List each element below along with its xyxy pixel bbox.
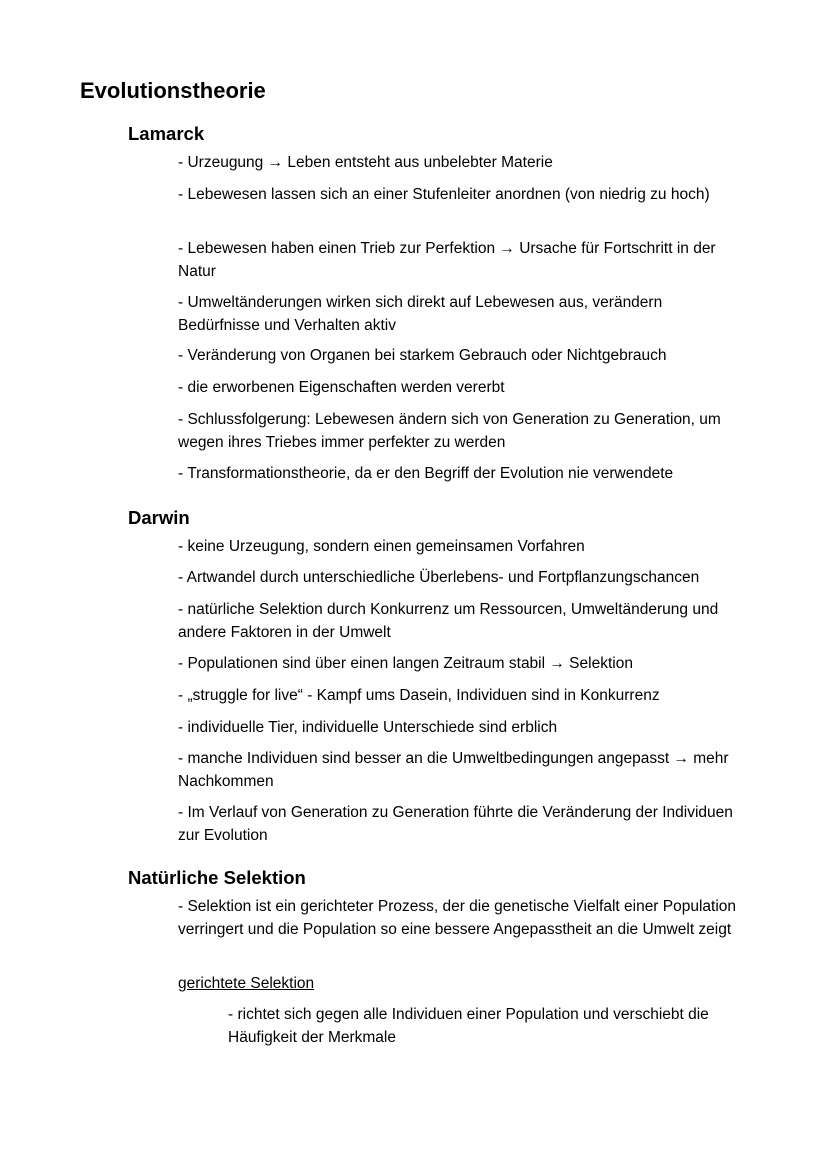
page-title: Evolutionstheorie [80, 78, 266, 103]
list-item: - Artwandel durch unterschiedliche Überlebens- und Fortpflanzungschancen [178, 569, 700, 586]
list-item: - richtet sich gegen alle Individuen einer Population und verschiebt die Häufigkeit der Merkmale [228, 1006, 709, 1046]
list-item: - Selektion ist ein gerichteter Prozess, der die genetische Vielfalt einer Population verringert und die Population so eine bessere Angepasstheit an die Umwelt zeigt [178, 898, 737, 938]
list-item: - Schlussfolgerung: Lebewesen ändern sich von Generation zu Generation, um wegen ihres Triebes immer perfekter zu werden [178, 411, 721, 451]
list-item: - natürliche Selektion durch Konkurrenz um Ressourcen, Umweltänderung und andere Faktoren in der Umwelt [178, 601, 719, 641]
list-item: - Veränderung von Organen bei starkem Gebrauch oder Nichtgebrauch [178, 347, 667, 364]
list-item: - individuelle Tier, individuelle Unterschiede sind erblich [178, 719, 558, 736]
list-item: - Populationen sind über einen langen Zeitraum stabil → Selektion [178, 655, 633, 672]
list-item: - manche Individuen sind besser an die Umweltbedingungen angepasst → mehr Nachkommen [178, 750, 729, 790]
list-item: - Lebewesen haben einen Trieb zur Perfektion → Ursache für Fortschritt in der Natur [178, 240, 716, 280]
list-item: - Lebewesen lassen sich an einer Stufenleiter anordnen (von niedrig zu hoch) [178, 186, 710, 203]
list-item: - Im Verlauf von Generation zu Generation führte die Veränderung der Individuen zur Evolution [178, 804, 733, 844]
section-heading-lamarck: Lamarck [128, 123, 205, 144]
section-heading-selektion: Natürliche Selektion [128, 867, 306, 888]
list-item: - Urzeugung → Leben entsteht aus unbelebter Materie [178, 154, 553, 171]
list-item: - Transformationstheorie, da er den Begriff der Evolution nie verwendete [178, 465, 674, 482]
subsection-heading: gerichtete Selektion [178, 975, 315, 992]
section-heading-darwin: Darwin [128, 507, 190, 528]
list-item: - Umweltänderungen wirken sich direkt auf Lebewesen aus, verändern Bedürfnisse und Verhalten aktiv [178, 294, 663, 334]
list-item: - „struggle for live“ - Kampf ums Dasein, Individuen sind in Konkurrenz [178, 687, 660, 704]
list-item: - keine Urzeugung, sondern einen gemeinsamen Vorfahren [178, 538, 585, 555]
list-item: - die erworbenen Eigenschaften werden vererbt [178, 379, 505, 396]
